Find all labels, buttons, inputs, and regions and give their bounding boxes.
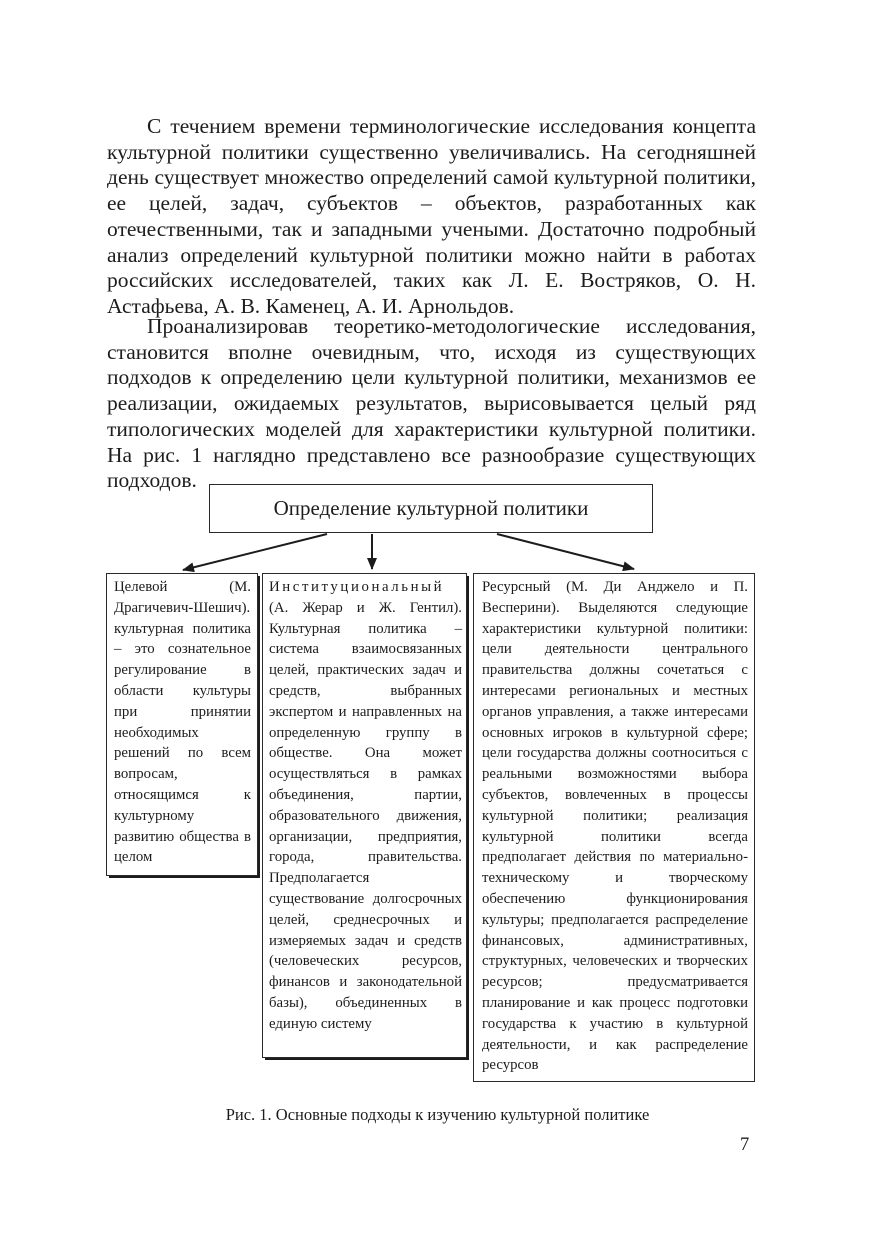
box-shadow [258, 576, 260, 878]
approach-target-title: Целевой [114, 579, 168, 595]
approach-target-text: (М. Драгичевич-Шешич). культурная политика – это сознательное регулирование в области культуры при принятии необходимых решений по всем вопросам, относящимся к культурному развитию общества в целом [114, 579, 251, 866]
approach-institutional-text: (А. Жерар и Ж. Гентил). Культурная политика – система взаимосвязанных целей, практических задач и средств, выбранных экспертом и направленных на определенную группу в обществе. Она может осуществляться в рамках объединения, партии, образовательного движения, организации, предприятия, города, правительства. Предполагается существование долгосрочных целей, среднесрочных и измеряемых задач и средств (человеческих ресурсов, финансов и законодательной базы), объединенных в единую систему [269, 599, 462, 1032]
paragraph-2: Проанализировав теоретико-методологические исследования, становится вполне очевидным, что, исходя из существующих подходов к определению цели культурной политики, механизмов ее реализации, ожидаемых результатов, вырисовывается целый ряд типологических моделей для характеристики культурной политики. На рис. 1 наглядно представлено все разнообразие существующих подходов. [107, 314, 756, 493]
page-number: 7 [740, 1135, 750, 1155]
approach-resource-text: (М. Ди Анджело и П. Весперини). Выделяются следующие характеристики культурной политики: цели деятельности центрального правительства должны сочетаться с интересами региональных и местных органов управления, а также интересами основных игроков в культурной сфере; цели государства должны соотноситься с реальными возможностями выбора субъектов, вовлеченных в процессы культурной политики; реализация культурной политики всегда предполагает действия по материально-техническому и творческому обеспечению функционирования культуры; предполагается распределение финансовых, административных, структурных, человеческих и творческих ресурсов; предусматривается планирование и как процесс подготовки государства к участию в культурной деятельности, и как распределение ресурсов [482, 579, 748, 1074]
box-shadow [467, 576, 469, 1060]
approach-institutional [262, 573, 467, 1058]
paragraph-1: С течением времени терминологические исследования концепта культурной политики существенно увеличивались. На сегодняшней день существует множество определений самой культурной политики, ее целей, задач, субъектов – объектов, разработанных как отечественными, так и западными учеными. Достаточно подробный анализ определений культурной политики можно найти в работах российских исследователей, таких как Л. Е. Востряков, О. Н. Астафьева, А. В. Каменец, А. И. Арнольдов. [107, 114, 756, 318]
approach-target [106, 573, 258, 876]
arrow-right [497, 534, 634, 569]
approach-resource-title: Ресурсный [482, 579, 551, 595]
approach-institutional-title: Институциональный [269, 579, 445, 595]
box-shadow [265, 1058, 469, 1060]
definition-box: Определение культурной политики [209, 484, 653, 533]
approach-resource [473, 573, 755, 1082]
figure-caption: Рис. 1. Основные подходы к изучению культурной политике [225, 1105, 650, 1124]
box-shadow [109, 876, 260, 878]
arrow-left [183, 534, 327, 570]
